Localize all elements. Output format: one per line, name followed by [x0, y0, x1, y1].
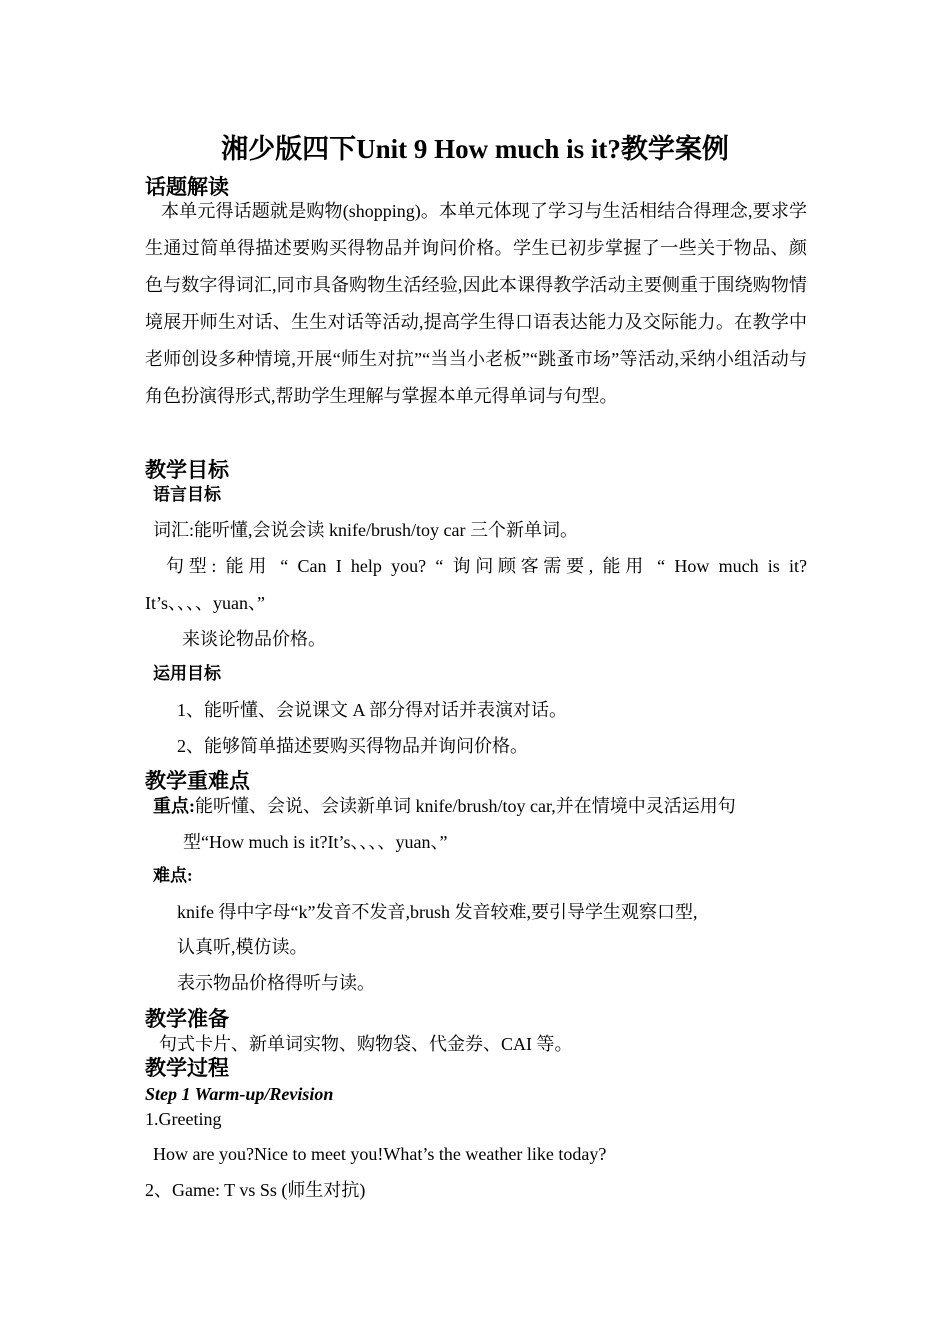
- key-point-label: 重点:: [153, 796, 195, 816]
- step1-heading: Step 1 Warm-up/Revision: [145, 1084, 334, 1104]
- topic-heading: 话题解读: [145, 175, 229, 199]
- topic-paragraph: 本单元得话题就是购物(shopping)。本单元体现了学习与生活相结合得理念,要求学生通过简单得描述要购买得物品并询问价格。学生已初步掌握了一些关于物品、颜色与数字得词汇,同市具备购物生活经验,因此本课得教学活动主要侧重于围绕购物情境展开师生对话、生生对话等活动,提高学生得口语表达能力及交际能力。在教学中老师创设多种情境,开展“师生对抗”“当当小老板”“跳蚤市场”等活动,采纳小组活动与角色扮演得形式,帮助学生理解与掌握本单元得单词与句型。: [145, 201, 807, 406]
- vocab-goal: 词汇:能听懂,会说会读 knife/brush/toy car 三个新单词。: [153, 520, 578, 540]
- sentence-goal-line1: 句型: 能用 “ Can I help you? “ 询问顾客需要, 能用 “ How much is it?: [166, 556, 807, 576]
- sentence-goal-line3: 来谈论物品价格。: [182, 629, 326, 649]
- key-point-text: 能听懂、会说、会读新单词 knife/brush/toy car,并在情境中灵活运用句: [195, 796, 736, 816]
- greeting-label: 1.Greeting: [145, 1109, 222, 1129]
- keypoints-heading: 教学重难点: [145, 769, 250, 793]
- key-point-line2: 型“How much is it?It’s、、、、yuan、”: [183, 832, 448, 852]
- key-point-line1: [153, 794, 736, 818]
- difficult-point-3: 表示物品价格得听与读。: [177, 973, 375, 993]
- greeting-text: How are you?Nice to meet you!What’s the weather like today?: [153, 1144, 607, 1164]
- language-goals-heading: 语言目标: [153, 485, 221, 504]
- process-heading: 教学过程: [145, 1056, 229, 1080]
- game-item: 2、Game: T vs Ss (师生对抗): [145, 1180, 366, 1200]
- document-title: 湘少版四下Unit 9 How much is it?教学案例: [221, 134, 729, 164]
- difficult-point-label: 难点:: [153, 866, 193, 885]
- sentence-goal-line2: It’s、、、、yuan、”: [145, 593, 265, 613]
- usage-goal-2: 2、能够简单描述要购买得物品并询问价格。: [177, 736, 528, 756]
- difficult-point-1: knife 得中字母“k”发音不发音,brush 发音较难,要引导学生观察口型,: [177, 902, 698, 922]
- goals-heading: 教学目标: [145, 458, 229, 482]
- prep-text: 句式卡片、新单词实物、购物袋、代金券、CAI 等。: [159, 1034, 573, 1054]
- prep-heading: 教学准备: [145, 1007, 229, 1031]
- usage-goals-heading: 运用目标: [153, 664, 221, 683]
- usage-goal-1: 1、能听懂、会说课文 A 部分得对话并表演对话。: [177, 700, 568, 720]
- difficult-point-2: 认真听,模仿读。: [177, 937, 308, 957]
